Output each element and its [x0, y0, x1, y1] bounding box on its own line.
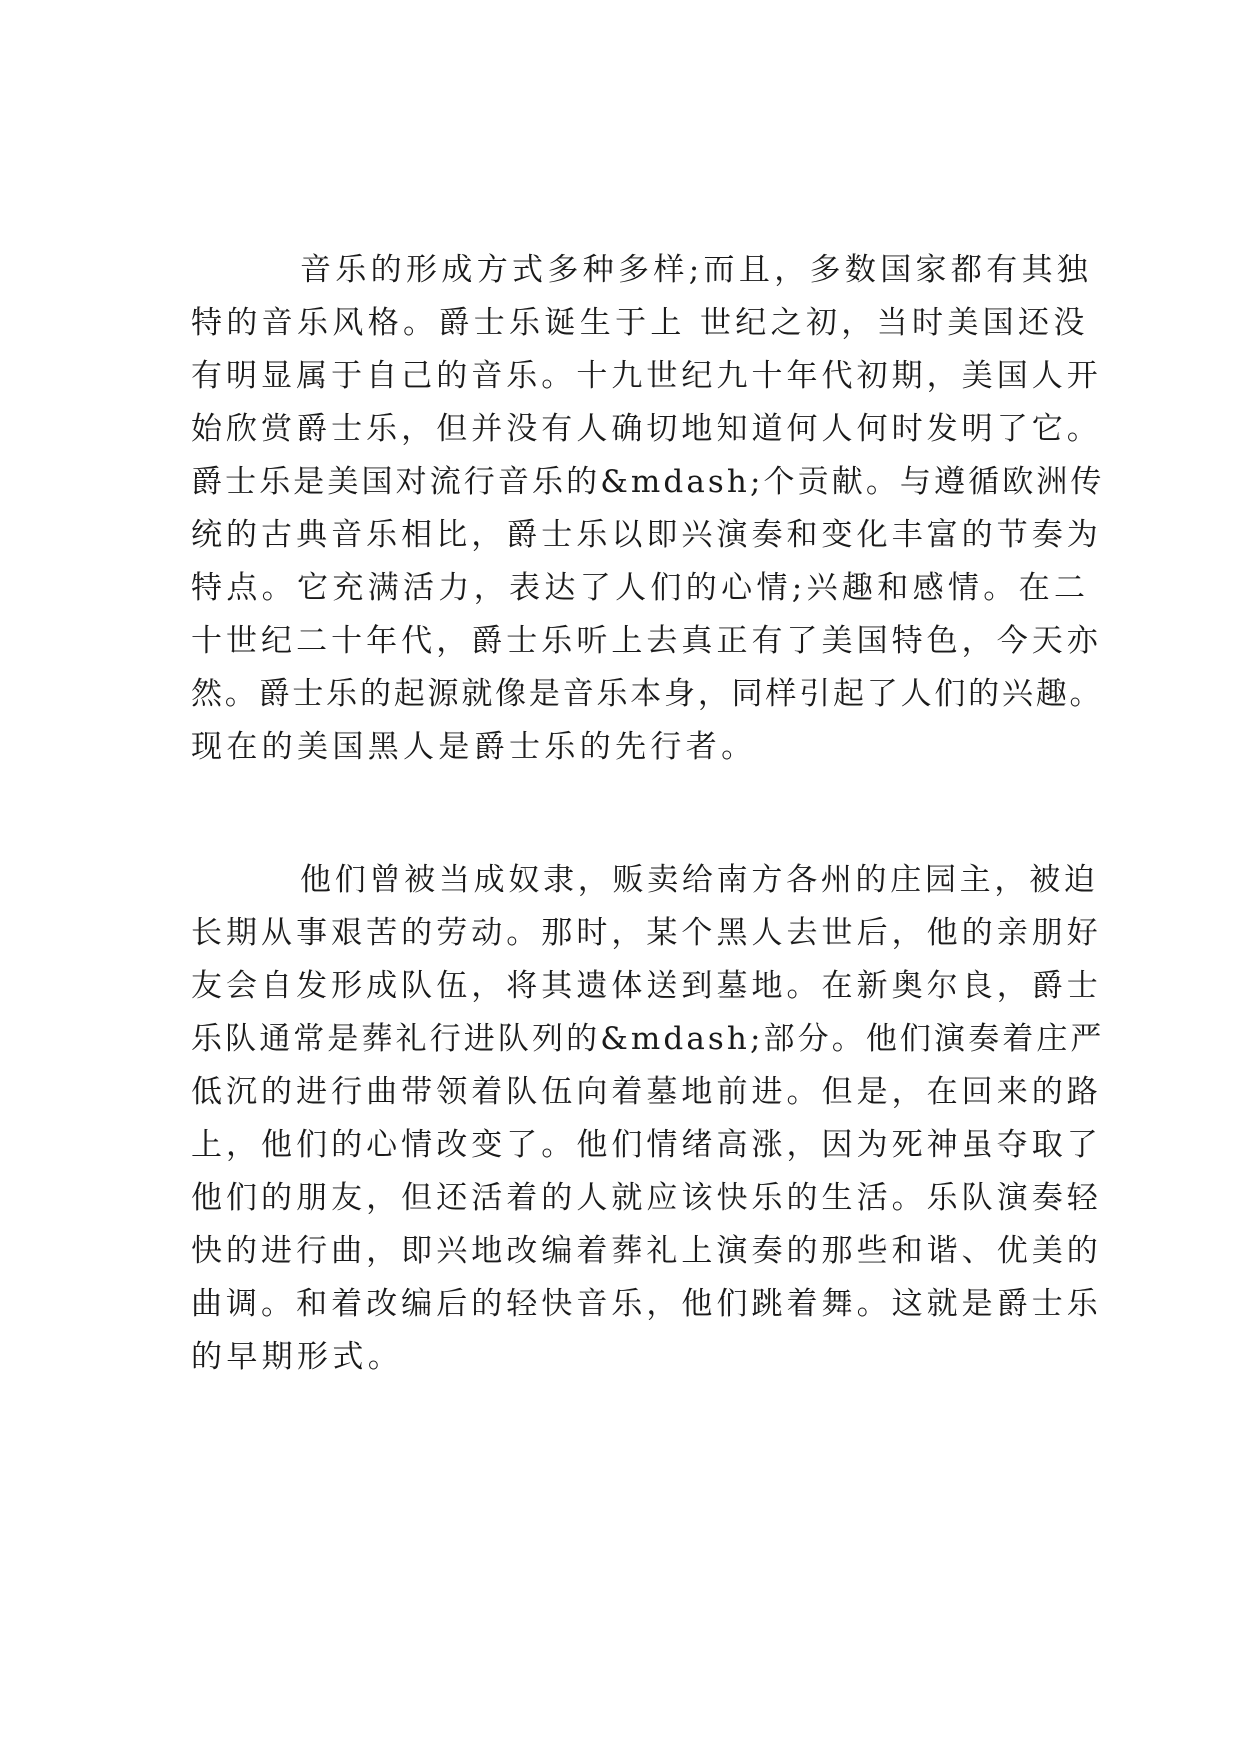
paragraph-1-line-5: 爵士乐是美国对流行音乐的&mdash;个贡献。与遵循欧洲传 [191, 464, 1105, 500]
paragraph-1-line-4: 始欣赏爵士乐，但并没有人确切地知道何人何时发明了它。 [191, 411, 1102, 447]
paragraph-2-line-4: 乐队通常是葬礼行进队列的&mdash;部分。他们演奏着庄严 [191, 1021, 1105, 1057]
paragraph-1-line-9: 然。爵士乐的起源就像是音乐本身，同样引起了人们的兴趣。 [191, 676, 1104, 712]
paragraph-1-line-10: 现在的美国黑人是爵士乐的先行者。 [191, 729, 757, 765]
paragraph-1-line-7: 特点。它充满活力，表达了人们的心情;兴趣和感情。在二 [191, 570, 1090, 606]
paragraph-2-line-7: 他们的朋友，但还活着的人就应该快乐的生活。乐队演奏轻 [191, 1180, 1102, 1216]
paragraph-2-line-9: 曲调。和着改编后的轻快音乐，他们跳着舞。这就是爵士乐 [191, 1286, 1102, 1322]
paragraph-2-line-6: 上，他们的心情改变了。他们情绪高涨，因为死神虽夺取了 [191, 1127, 1102, 1163]
paragraph-2-line-2: 长期从事艰苦的劳动。那时，某个黑人去世后，他的亲朋好 [191, 915, 1102, 951]
paragraph-1-line-6: 统的古典音乐相比，爵士乐以即兴演奏和变化丰富的节奏为 [191, 517, 1102, 553]
paragraph-2-line-1: 他们曾被当成奴隶，贩卖给南方各州的庄园主，被迫 [300, 862, 1099, 898]
paragraph-1-line-3: 有明显属于自己的音乐。十九世纪九十年代初期，美国人开 [191, 358, 1102, 394]
paragraph-1-line-8: 十世纪二十年代，爵士乐听上去真正有了美国特色，今天亦 [191, 623, 1102, 659]
paragraph-1-line-1: 音乐的形成方式多种多样;而且，多数国家都有其独 [300, 252, 1093, 288]
paragraph-2-line-3: 友会自发形成队伍，将其遗体送到墓地。在新奥尔良，爵士 [191, 968, 1102, 1004]
paragraph-2-line-5: 低沉的进行曲带领着队伍向着墓地前进。但是，在回来的路 [191, 1074, 1102, 1110]
paragraph-2-line-10: 的早期形式。 [191, 1339, 404, 1375]
paragraph-1-line-2: 特的音乐风格。爵士乐诞生于上 世纪之初，当时美国还没 [191, 305, 1089, 341]
paragraph-2-line-8: 快的进行曲，即兴地改编着葬礼上演奏的那些和谐、优美的 [191, 1233, 1102, 1269]
